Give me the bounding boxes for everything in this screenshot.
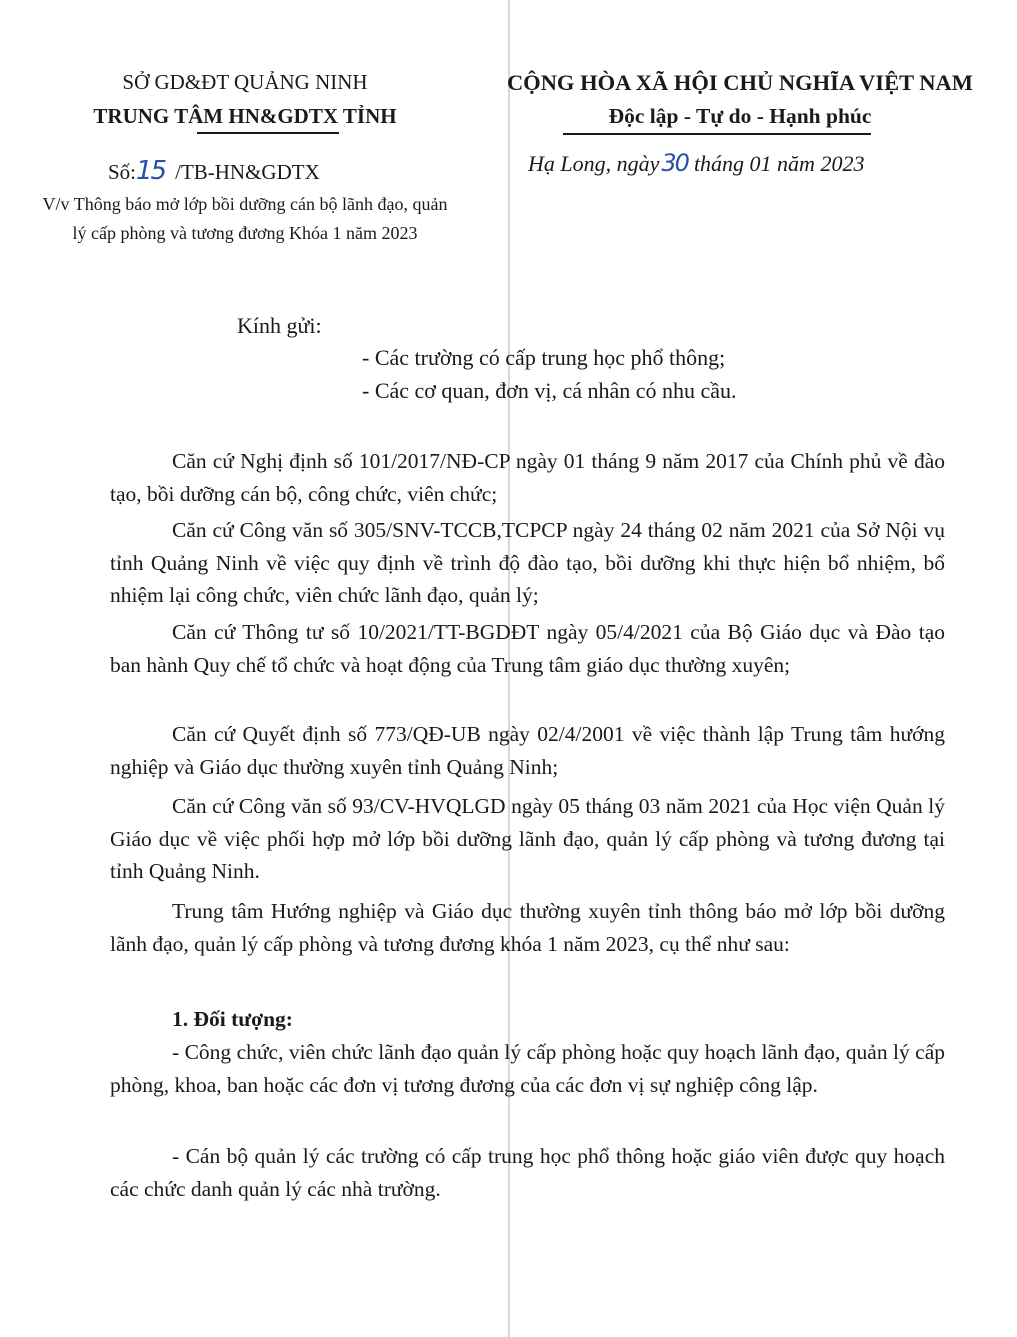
body-paragraph: Căn cứ Thông tư số 10/2021/TT-BGDĐT ngày 05/4/2021 của Bộ Giáo dục và Đào tạo ban hành Quy chế tổ chức và hoạt động của Trung tâm giáo dục thường xuyên;	[110, 620, 945, 677]
recipient-item: - Các cơ quan, đơn vị, cá nhân có nhu cầu.	[362, 378, 737, 403]
issue-date	[528, 149, 864, 177]
section-item: - Cán bộ quản lý các trường có cấp trung học phổ thông hoặc giáo viên được quy hoạch các chức danh quản lý các nhà trường.	[110, 1144, 945, 1201]
issuing-org: SỞ GD&ĐT QUẢNG NINH	[122, 70, 368, 94]
number-prefix: Số:	[108, 160, 137, 184]
section-item: - Công chức, viên chức lãnh đạo quản lý cấp phòng hoặc quy hoạch lãnh đạo, quản lý cấp phòng, khoa, ban hoặc các đơn vị tương đương của các đơn vị sự nghiệp công lập.	[110, 1040, 945, 1097]
body-paragraph: Căn cứ Nghị định số 101/2017/NĐ-CP ngày 01 tháng 9 năm 2017 của Chính phủ về đào tạo, bồi dưỡng cán bộ, công chức, viên chức;	[110, 449, 945, 506]
national-motto: Độc lập - Tự do - Hạnh phúc	[608, 104, 872, 128]
handwritten-number: 15	[136, 156, 166, 186]
national-title: CỘNG HÒA XÃ HỘI CHỦ NGHĨA VIỆT NAM	[506, 70, 974, 95]
date-suffix: tháng 01 năm 2023	[693, 151, 865, 176]
document-number	[108, 156, 320, 186]
unit-underline	[197, 132, 339, 134]
number-suffix: /TB-HN&GDTX	[175, 160, 320, 184]
issuing-unit: TRUNG TÂM HN&GDTX TỈNH	[93, 104, 397, 128]
section-heading: 1. Đối tượng:	[172, 1007, 293, 1031]
document-subject: V/v Thông báo mở lớp bồi dưỡng cán bộ lãnh đạo, quản lý cấp phòng và tương đương Khóa 1 năm 2023	[42, 194, 448, 243]
recipient-item: - Các trường có cấp trung học phổ thông;	[362, 345, 726, 370]
greeting: Kính gửi:	[237, 313, 322, 338]
body-paragraph: Căn cứ Công văn số 93/CV-HVQLGD ngày 05 tháng 03 năm 2021 của Học viện Quản lý Giáo dục về việc phối hợp mở lớp bồi dưỡng lãnh đạo, quản lý cấp phòng và tương đương tại tỉnh Quảng Ninh.	[110, 794, 945, 883]
body-paragraph: Căn cứ Công văn số 305/SNV-TCCB,TCPCP ngày 24 tháng 02 năm 2021 của Sở Nội vụ tỉnh Quảng Ninh về việc quy định về trình độ đào tạo, bồi dưỡng khi thực hiện bổ nhiệm, bổ nhiệm lại công chức, viên chức lãnh đạo, quản lý;	[110, 518, 945, 607]
handwritten-day: 30	[661, 149, 688, 177]
date-prefix: Hạ Long, ngày	[528, 151, 660, 176]
body-paragraph: Trung tâm Hướng nghiệp và Giáo dục thường xuyên tỉnh thông báo mở lớp bồi dưỡng lãnh đạo, quản lý cấp phòng và tương đương khóa 1 năm 2023, cụ thể như sau:	[110, 899, 945, 956]
motto-underline	[563, 133, 871, 135]
body-paragraph: Căn cứ Quyết định số 773/QĐ-UB ngày 02/4/2001 về việc thành lập Trung tâm hướng nghiệp và Giáo dục thường xuyên tỉnh Quảng Ninh;	[110, 722, 945, 779]
